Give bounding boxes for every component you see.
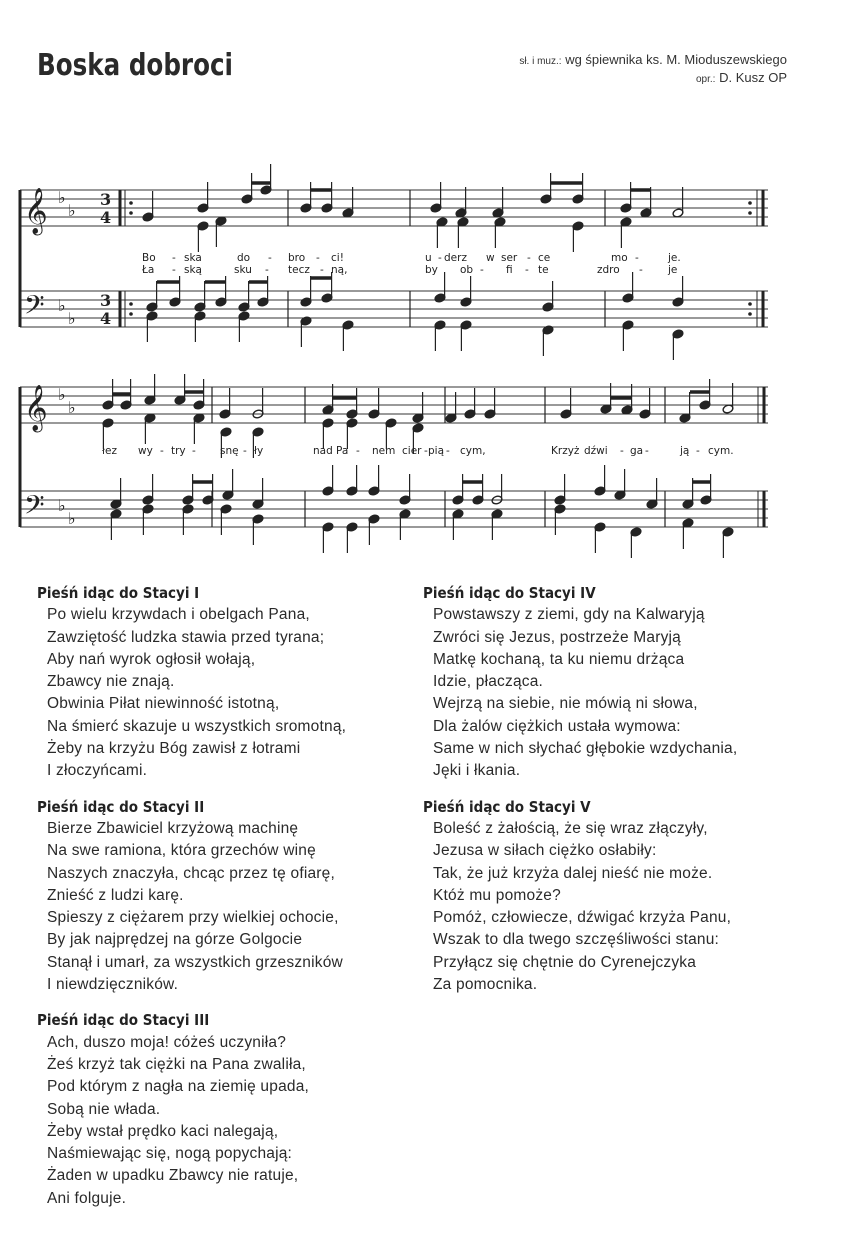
lyric-syllable: sku <box>234 264 252 276</box>
lyric-syllable: - <box>446 445 450 457</box>
lyric-syllable: - <box>320 264 324 276</box>
melody-note <box>322 384 334 415</box>
credits-line-2-prefix: opr.: <box>695 74 716 85</box>
lyric-syllable: - <box>243 445 247 457</box>
lyric-syllable: ci! <box>331 252 344 264</box>
tenor-note <box>594 465 606 496</box>
bass-note <box>554 504 566 535</box>
repeat-dot <box>748 302 752 306</box>
song-title: Boska dobroci <box>37 48 233 83</box>
verse-block <box>37 582 346 783</box>
tenor-note <box>142 474 154 505</box>
lyric-syllable: ły <box>254 445 264 457</box>
key-signature: ♭ <box>58 188 66 207</box>
repeat-dot <box>748 211 752 215</box>
verse-line: Obwinia Piłat niewinność istotną, <box>47 695 280 713</box>
melody-note <box>102 379 114 410</box>
lyric-syllable: bro <box>288 252 306 264</box>
verse-line: Na śmierć skazuje u wszystkich sromotną, <box>47 717 347 735</box>
lyric-syllable: - <box>316 252 320 264</box>
key-signature: ♭ <box>68 201 76 220</box>
verse-line: Naśmiewając się, nogą popychają: <box>47 1145 293 1163</box>
verse-line: Któż mu pomoże? <box>433 886 561 904</box>
verse-line: Ani folguje. <box>47 1189 127 1207</box>
time-signature: 4 <box>100 309 112 328</box>
verse-block <box>423 582 737 783</box>
credits-line-2-text: D. Kusz OP <box>719 70 787 85</box>
treble-staff-2 <box>20 387 768 423</box>
tenor-note <box>542 281 554 312</box>
lyric-syllable: nem <box>372 445 396 457</box>
tenor-note <box>472 474 484 505</box>
tenor-note <box>452 474 464 505</box>
lyric-syllable: - <box>160 445 164 457</box>
alto-note <box>193 413 205 444</box>
verse-line: Żaden w upadku Zbawcy nie ratuje, <box>47 1167 299 1185</box>
tenor-note <box>346 465 358 496</box>
verse-line: Dla żalów ciężkich ustała wymowa: <box>433 717 681 735</box>
verse-line: Matkę kochaną, ta ku niemu drżąca <box>433 650 685 668</box>
alto-note <box>620 217 632 248</box>
lyric-syllable: - <box>480 264 484 276</box>
verse-line: Boleść z żałością, że się wraz złączyły, <box>433 819 708 837</box>
tenor-note <box>399 474 411 505</box>
bass-note <box>399 509 411 540</box>
tenor-note <box>368 465 380 496</box>
time-signature: 4 <box>100 208 112 227</box>
melody-note <box>445 392 457 423</box>
bass-note <box>682 518 694 549</box>
verse-line: Żeby wstał prędko kaci nalegają, <box>47 1122 279 1140</box>
key-signature: ♭ <box>68 509 76 528</box>
repeat-dot <box>129 211 133 215</box>
tenor-note <box>146 281 158 312</box>
lyric-syllable: mo <box>611 252 628 264</box>
tenor-note <box>700 474 712 505</box>
bass-note <box>672 329 684 360</box>
melody-note <box>455 187 467 218</box>
key-signature: ♭ <box>58 385 66 404</box>
melody-note <box>464 388 476 419</box>
verse-line: Żeby na krzyżu Bóg zawisł z łotrami <box>47 740 301 758</box>
repeat-dot <box>748 201 752 205</box>
lyric-syllable: ską <box>184 264 202 276</box>
lyric-syllable: - <box>696 445 700 457</box>
credits-line-1-prefix: sł. i muz.: <box>519 56 562 67</box>
repeat-dot <box>129 302 133 306</box>
verse-line: Same w nich słychać głębokie wzdychania, <box>433 740 738 758</box>
tenor-note <box>460 276 472 307</box>
verse-heading: Pieśń idąc do Stacyi IV <box>423 584 596 602</box>
verse-line: I niewdzięczników. <box>47 976 179 994</box>
verse-line: Aby nań wyrok ogłosił wołają, <box>47 650 256 668</box>
lyric-syllable: ga <box>630 445 644 457</box>
credits-line-1-text: wg śpiewnika ks. M. Mioduszewskiego <box>565 52 787 67</box>
tenor-note <box>222 469 234 500</box>
verses-left-column <box>37 582 346 1223</box>
lyric-syllable: - <box>172 252 176 264</box>
tenor-note <box>252 478 264 509</box>
alto-note <box>436 217 448 248</box>
melody-note <box>342 187 354 218</box>
time-signature: 3 <box>100 190 112 209</box>
melody-note <box>174 374 186 405</box>
key-signature: ♭ <box>68 398 76 417</box>
tenor-note <box>300 276 312 307</box>
verse-line: Tak, że już krzyża dalej nieść nie może. <box>433 864 713 882</box>
lyric-syllable: - <box>525 264 529 276</box>
lyric-syllable: - <box>192 445 196 457</box>
lyric-syllable: by <box>425 264 438 276</box>
lyric-syllable: - <box>527 252 531 264</box>
tenor-note <box>622 272 634 303</box>
verse-heading: Pieśń idąc do Stacyi V <box>423 797 591 816</box>
verse-block <box>37 796 346 997</box>
verse-line: Na swe ramiona, która grzechów winę <box>47 842 316 860</box>
verse-line: Stanął i umarł, za wszystkich grzeszników <box>47 953 343 971</box>
verse-line: Pod którym z nagła na ziemię upada, <box>47 1078 310 1096</box>
lyric-syllable: try <box>171 445 186 457</box>
tenor-note <box>110 478 122 509</box>
lyric-syllable: - <box>438 252 442 264</box>
melody-note <box>430 182 442 213</box>
lyric-syllable: snę <box>220 445 239 457</box>
lyric-syllable: ce <box>538 252 551 264</box>
verse-line: Żeś krzyż tak ciężki na Pana zwaliła, <box>47 1055 306 1073</box>
lyric-syllable: - <box>645 445 649 457</box>
melody-note <box>260 164 272 195</box>
bass-note <box>722 527 734 558</box>
verse-line: Znieść z ludzi karę. <box>47 886 184 904</box>
bass-staff-1 <box>20 291 768 327</box>
key-signature: ♭ <box>58 296 66 315</box>
bass-note <box>452 509 464 540</box>
bass-note <box>434 320 446 351</box>
melody-note <box>144 374 156 405</box>
lyric-syllable: - <box>356 445 360 457</box>
verse-block <box>423 796 737 997</box>
alto-note <box>494 217 506 248</box>
lyric-syllable: Bo <box>142 252 156 264</box>
bass-note <box>368 514 380 545</box>
bass-note <box>182 504 194 535</box>
melody-note <box>639 388 651 419</box>
time-signature: 3 <box>100 291 112 310</box>
verse-line: I złoczyńcami. <box>47 762 148 780</box>
verse-heading: Pieśń idąc do Stacyi II <box>37 797 205 816</box>
melody-note <box>540 173 552 204</box>
melody-note <box>241 173 253 204</box>
melody-note <box>300 182 312 213</box>
melody-note <box>679 392 691 423</box>
tenor-note <box>202 474 214 505</box>
repeat-dot <box>129 312 133 316</box>
melody-note <box>484 388 496 419</box>
melody-note <box>620 182 632 213</box>
lyric-syllable: u <box>425 252 432 264</box>
lyric-syllable: Krzyż <box>551 445 580 457</box>
bass-note <box>322 522 334 553</box>
melody-note <box>722 383 734 414</box>
verse-heading: Pieśń idąc do Stacyi III <box>37 1011 210 1030</box>
lyric-syllable: łez <box>102 445 117 457</box>
key-signature: ♭ <box>68 309 76 328</box>
verse-line: Ach, duszo moja! cóżeś uczyniła? <box>47 1033 287 1051</box>
lyric-syllable: - <box>424 445 428 457</box>
tenor-note <box>682 478 694 509</box>
lyric-syllable: Pa <box>336 445 349 457</box>
verse-line: Przyłącz się chętnie do Cyrenejczyka <box>433 953 697 971</box>
verse-line: Jęki i łkania. <box>433 762 521 780</box>
verse-line: Za pomocnika. <box>433 976 538 994</box>
lyric-syllable: ska <box>184 252 202 264</box>
verse-line: Wejrzą na siebie, nie mówią ni słowa, <box>433 695 698 713</box>
lyric-syllable: ob <box>460 264 474 276</box>
repeat-dot <box>748 312 752 316</box>
verse-line: By jak najprędzej na górze Golgocie <box>47 931 303 949</box>
lyric-syllable: zdro <box>597 264 620 276</box>
melody-note <box>600 383 612 414</box>
verse-line: Spieszy z ciężarem przy wielkiej ochocie, <box>47 909 339 927</box>
melody-note <box>492 187 504 218</box>
bass-note <box>342 320 354 351</box>
bass-note <box>542 325 554 356</box>
music-score <box>0 0 867 560</box>
lyric-syllable: te <box>538 264 549 276</box>
melody-note <box>219 388 231 419</box>
lyric-syllable: ją <box>680 445 690 457</box>
lyric-syllable: je. <box>668 252 681 264</box>
lyric-syllable: derz <box>444 252 467 264</box>
bass-note <box>460 320 472 351</box>
melody-note <box>197 182 209 213</box>
verse-heading: Pieśń idąc do Stacyi I <box>37 584 200 602</box>
bass-note <box>142 504 154 535</box>
verse-line: Pomóż, człowiecze, dźwigać krzyża Panu, <box>433 909 732 927</box>
verse-line: Zawziętość ludzka stawia przed tyrana; <box>47 628 325 646</box>
melody-note <box>699 379 711 410</box>
tenor-note <box>554 474 566 505</box>
lyric-syllable: cier <box>402 445 422 457</box>
bass-note <box>300 316 312 347</box>
alto-note <box>457 217 469 248</box>
bass-note <box>238 311 250 342</box>
verse-line: Powstawszy z ziemi, gdy na Kalwaryją <box>433 606 705 624</box>
verse-line: Sobą nie włada. <box>47 1100 161 1118</box>
tenor-note <box>672 276 684 307</box>
bass-note <box>194 311 206 342</box>
lyric-syllable: do <box>237 252 251 264</box>
verse-line: Naszych znaczyła, chcąc przez tę ofiarę, <box>47 864 335 882</box>
lyric-syllable: nad <box>313 445 333 457</box>
melody-note <box>321 182 333 213</box>
bass-note <box>146 311 158 342</box>
bass-note <box>346 522 358 553</box>
tenor-note <box>434 272 446 303</box>
lyric-syllable: Ła <box>142 264 155 276</box>
alto-note <box>572 221 584 252</box>
melody-note <box>560 388 572 419</box>
alto-note <box>197 221 209 252</box>
alto-note <box>144 413 156 444</box>
bass-note <box>252 514 264 545</box>
bass-note <box>491 509 503 540</box>
tenor-note <box>646 478 658 509</box>
tenor-note <box>238 281 250 312</box>
alto-note <box>215 216 227 247</box>
key-signature: ♭ <box>58 496 66 515</box>
verse-line: Idzie, płacząca. <box>433 673 544 691</box>
lyric-syllable: ną, <box>331 264 348 276</box>
lyric-syllable: tecz <box>288 264 310 276</box>
treble-clef: 𝄞 <box>24 188 48 234</box>
lyric-syllable: pią <box>428 445 445 457</box>
verse-line: Bierze Zbawiciel krzyżową machinę <box>47 819 299 837</box>
tenor-note <box>194 281 206 312</box>
tenor-note <box>182 474 194 505</box>
lyric-syllable: - <box>265 264 269 276</box>
verse-line: Zwróci się Jezus, postrzeże Maryją <box>433 628 681 646</box>
melody-note <box>412 392 424 423</box>
melody-note <box>142 191 154 222</box>
verse-line: Po wielu krzywdach i obelgach Pana, <box>47 606 310 624</box>
lyric-syllable: - <box>635 252 639 264</box>
verse-line: Jezusa w siłach ciężko osłabiły: <box>433 842 657 860</box>
bass-note <box>220 504 232 535</box>
bass-note <box>594 522 606 553</box>
lyric-syllable: - <box>620 445 624 457</box>
lyric-syllable: fi <box>506 264 513 276</box>
bass-note <box>630 527 642 558</box>
repeat-dot <box>129 201 133 205</box>
verse-line: Wszak to dla twego szczęśliwości stanu: <box>433 931 720 949</box>
treble-staff-1 <box>20 190 768 226</box>
bass-staff-2 <box>20 491 768 527</box>
lyric-syllable: wy <box>138 445 153 457</box>
bass-note <box>110 509 122 540</box>
lyric-syllable: dźwi <box>584 445 608 457</box>
tenor-note <box>614 469 626 500</box>
melody-note <box>346 388 358 419</box>
verses-right-column <box>423 582 737 1009</box>
bass-note <box>622 320 634 351</box>
lyric-syllable: ser <box>501 252 518 264</box>
lyric-syllable: cym. <box>708 445 734 457</box>
verse-line: Zbawcy nie znają. <box>47 673 175 691</box>
lyric-syllable: - <box>639 264 643 276</box>
melody-note <box>368 388 380 419</box>
lyric-syllable: - <box>268 252 272 264</box>
bass-clef: 𝄢 <box>24 289 45 327</box>
melody-note <box>193 379 205 410</box>
lyric-syllable: cym, <box>460 445 486 457</box>
lyric-syllable: - <box>172 264 176 276</box>
verse-block <box>37 1009 346 1210</box>
lyric-syllable: w <box>486 252 495 264</box>
melody-note <box>572 173 584 204</box>
tenor-note <box>322 465 334 496</box>
bass-clef: 𝄢 <box>24 489 45 527</box>
lyric-syllable: je <box>668 264 678 276</box>
treble-clef: 𝄞 <box>24 385 48 431</box>
melody-note <box>672 187 684 218</box>
